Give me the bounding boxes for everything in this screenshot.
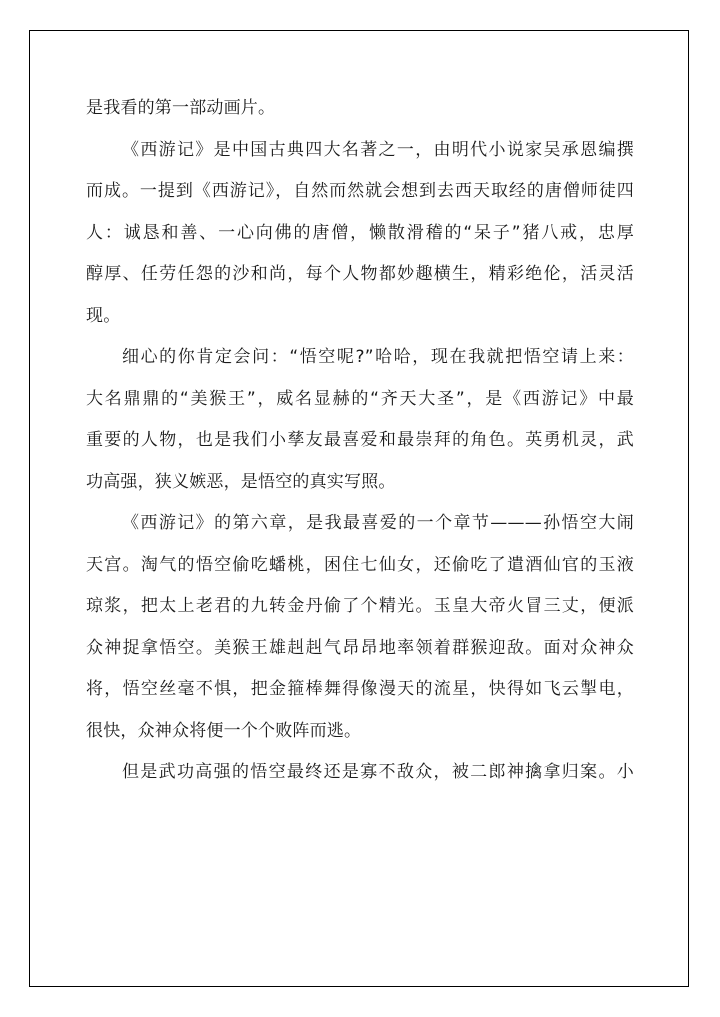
document-body (86, 88, 634, 794)
paragraph-first-line: 《西游记》的第六章，是我最喜爱的一个章节———孙悟空大闹 (122, 513, 634, 533)
text-line: 琼浆，把太上老君的九转金丹偷了个精光。玉皇大帝火冒三丈，便派 (86, 596, 634, 616)
text-line: 功高强，狭义嫉恶，是悟空的真实写照。 (86, 471, 396, 492)
text-line: 众神捉拿悟空。美猴王雄赳赳气昂昂地率领着群猴迎敌。面对众神众 (86, 637, 634, 658)
text-line: 重要的人物，也是我们小孳友最喜爱和最崇拜的角色。英勇机灵，武 (86, 430, 634, 450)
paragraph-first-line: 《西游记》是中国古典四大名著之一，由明代小说家吴承恩编撰 (122, 139, 634, 160)
text-line: 而成。一提到《西游记》，自然而然就会想到去西天取经的唐僧师徒四 (86, 181, 634, 201)
text-line: 人：诚恳和善、一心向佛的唐僧，懒散滑稽的“呆子”猪八戒，忠厚 (86, 222, 634, 243)
text-line: 大名鼎鼎的“美猴王”，威名显赫的“齐天大圣”，是《西游记》中最 (86, 388, 634, 409)
text-line: 很快，众神众将便一个个败阵而逃。 (86, 720, 362, 741)
text-line: 是我看的第一部动画片。 (86, 98, 276, 118)
text-line: 将，悟空丝毫不惧，把金箍棒舞得像漫天的流星，快得如飞云掣电， (86, 679, 634, 699)
text-line: 醇厚、任劳任怨的沙和尚，每个人物都妙趣横生，精彩绝伦，活灵活 (86, 264, 634, 284)
paragraph-first-line: 细心的你肯定会问：“悟空呢?”哈哈，现在我就把悟空请上来： (122, 347, 634, 367)
text-line: 天宫。淘气的悟空偷吃蟠桃，困住七仙女，还偷吃了遣酒仙官的玉液 (86, 554, 634, 575)
paragraph-first-line: 但是武功高强的悟空最终还是寡不敌众，被二郎神擒拿归案。小 (122, 762, 634, 782)
text-line: 现。 (86, 305, 121, 326)
